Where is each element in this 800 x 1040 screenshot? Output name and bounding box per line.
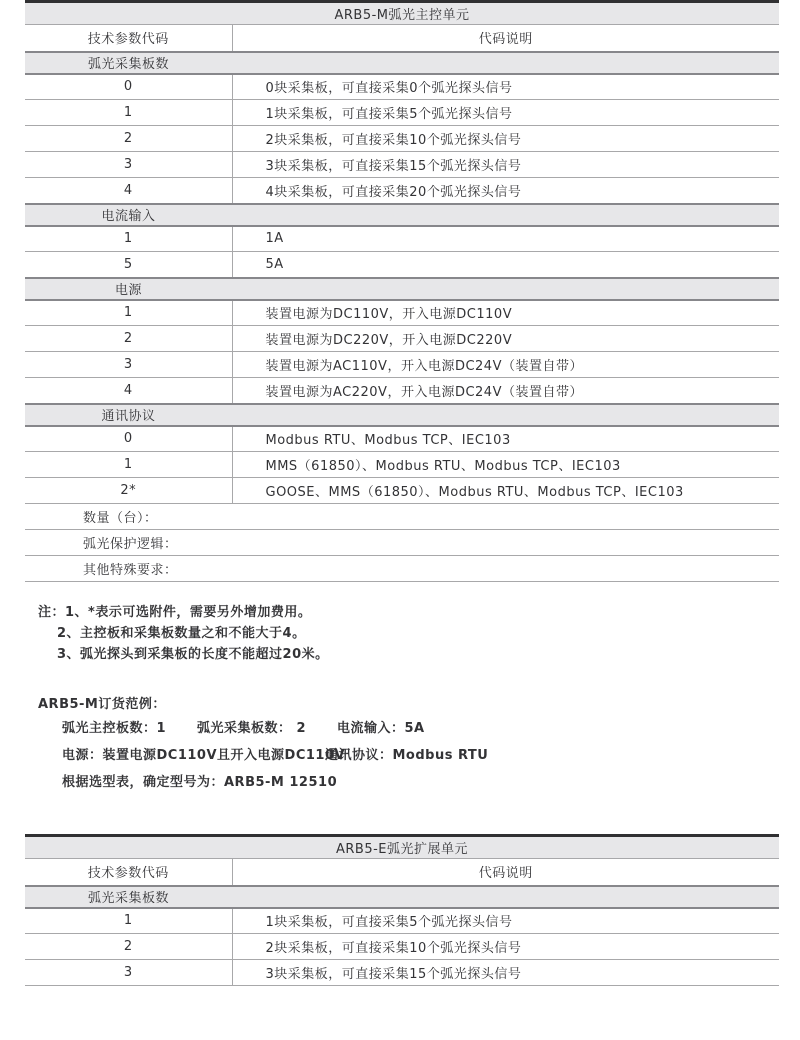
column-header-desc: 代码说明: [232, 859, 779, 886]
desc-cell: 2块采集板，可直接采集10个弧光探头信号: [232, 126, 779, 152]
section-label: 电源: [114, 283, 142, 298]
table-title: ARB5-E弧光扩展单元: [25, 836, 779, 859]
desc-cell: 2块采集板，可直接采集10个弧光探头信号: [232, 934, 779, 960]
desc-cell: 1块采集板，可直接采集5个弧光探头信号: [232, 100, 779, 126]
arb5-m-selection-table: [25, 0, 779, 582]
table-header-row: [25, 25, 779, 52]
section-header-cell: [25, 404, 779, 426]
code-cell: 1: [25, 300, 232, 326]
desc-cell: 1A: [232, 226, 779, 252]
fill-in-label: 数量（台）：: [25, 504, 779, 530]
spec-row: [25, 326, 779, 352]
column-header-code: 技术参数代码: [25, 25, 232, 52]
code-cell: 2*: [25, 478, 232, 504]
order-example-line: [62, 769, 800, 796]
section-header-row: [25, 204, 779, 226]
section-label: 通讯协议: [101, 409, 156, 424]
code-cell: 4: [25, 378, 232, 404]
desc-cell: 1块采集板，可直接采集5个弧光探头信号: [232, 908, 779, 934]
spec-row: [25, 426, 779, 452]
desc-cell: GOOSE、MMS（61850）、Modbus RTU、Modbus TCP、IEC103: [232, 478, 779, 504]
desc-cell: 装置电源为DC110V，开入电源DC110V: [232, 300, 779, 326]
spec-row: [25, 300, 779, 326]
order-example-heading: ARB5-M订货范例：: [38, 697, 166, 712]
fill-in-row: [25, 556, 779, 582]
spec-row: [25, 252, 779, 278]
column-header-code: 技术参数代码: [25, 859, 232, 886]
desc-cell: 3块采集板，可直接采集15个弧光探头信号: [232, 152, 779, 178]
section-label: 电流输入: [101, 209, 156, 224]
desc-cell: 装置电源为AC220V，开入电源DC24V（装置自带）: [232, 378, 779, 404]
code-cell: 0: [25, 74, 232, 100]
spec-row: [25, 126, 779, 152]
fill-in-label: 其他特殊要求：: [25, 556, 779, 582]
table-title: ARB5-M弧光主控单元: [25, 2, 779, 25]
code-cell: 1: [25, 226, 232, 252]
section-header-cell: [25, 204, 779, 226]
code-cell: 4: [25, 178, 232, 204]
spec-row: [25, 352, 779, 378]
desc-cell: 4块采集板，可直接采集20个弧光探头信号: [232, 178, 779, 204]
fill-in-label: 弧光保护逻辑：: [25, 530, 779, 556]
spec-row: [25, 452, 779, 478]
section-label: 弧光采集板数: [87, 57, 169, 72]
order-example-line: [62, 742, 800, 769]
fill-in-row: [25, 504, 779, 530]
table-header-row: [25, 859, 779, 886]
desc-cell: 装置电源为DC220V，开入电源DC220V: [232, 326, 779, 352]
section-header-row: [25, 278, 779, 300]
desc-cell: 装置电源为AC110V，开入电源DC24V（装置自带）: [232, 352, 779, 378]
spec-row: [25, 178, 779, 204]
spec-row: [25, 226, 779, 252]
expansion-table-wrap: [0, 834, 800, 986]
section-header-cell: [25, 278, 779, 300]
code-cell: 5: [25, 252, 232, 278]
section-header-cell: [25, 886, 779, 908]
spec-row: [25, 908, 779, 934]
code-cell: 1: [25, 452, 232, 478]
fill-in-row: [25, 530, 779, 556]
section-header-row: [25, 404, 779, 426]
section-header-row: [25, 52, 779, 74]
code-cell: 3: [25, 960, 232, 986]
spec-row: [25, 478, 779, 504]
note-line: 注：1、*表示可选附件，需要另外增加费用。: [38, 605, 312, 620]
table-title-row: [25, 836, 779, 859]
order-example-segment: 根据选型表，确定型号为：ARB5-M 12510: [62, 775, 338, 790]
code-cell: 2: [25, 126, 232, 152]
code-cell: 2: [25, 934, 232, 960]
section-header-row: [25, 886, 779, 908]
order-example-segment: 弧光主控板数：1: [62, 721, 167, 736]
order-example-segment: 弧光采集板数： 2: [197, 721, 307, 736]
desc-cell: 5A: [232, 252, 779, 278]
table-title-row: [25, 2, 779, 25]
code-cell: 3: [25, 152, 232, 178]
section-label: 弧光采集板数: [87, 891, 169, 906]
column-header-desc: 代码说明: [232, 25, 779, 52]
code-cell: 0: [25, 426, 232, 452]
desc-cell: 0块采集板，可直接采集0个弧光探头信号: [232, 74, 779, 100]
code-cell: 1: [25, 908, 232, 934]
footnotes: [38, 602, 800, 665]
spec-row: [25, 152, 779, 178]
order-example: [38, 695, 800, 796]
desc-cell: Modbus RTU、Modbus TCP、IEC103: [232, 426, 779, 452]
order-example-segment: 电流输入：5A: [337, 721, 425, 736]
note-line: 2、主控板和采集板数量之和不能大于4。: [57, 626, 306, 641]
desc-cell: 3块采集板，可直接采集15个弧光探头信号: [232, 960, 779, 986]
spec-row: [25, 378, 779, 404]
code-cell: 2: [25, 326, 232, 352]
spec-row: [25, 960, 779, 986]
order-example-segment: 电源：装置电源DC110V且开入电源DC110V: [62, 748, 346, 763]
order-example-line: [62, 715, 800, 742]
note-line: 3、弧光探头到采集板的长度不能超过20米。: [57, 647, 329, 662]
spec-row: [25, 100, 779, 126]
spec-row: [25, 934, 779, 960]
desc-cell: MMS（61850）、Modbus RTU、Modbus TCP、IEC103: [232, 452, 779, 478]
arb5-e-selection-table: [25, 834, 779, 986]
order-example-segment: 通讯协议：Modbus RTU: [325, 748, 489, 763]
code-cell: 3: [25, 352, 232, 378]
code-cell: 1: [25, 100, 232, 126]
section-header-cell: [25, 52, 779, 74]
spec-row: [25, 74, 779, 100]
